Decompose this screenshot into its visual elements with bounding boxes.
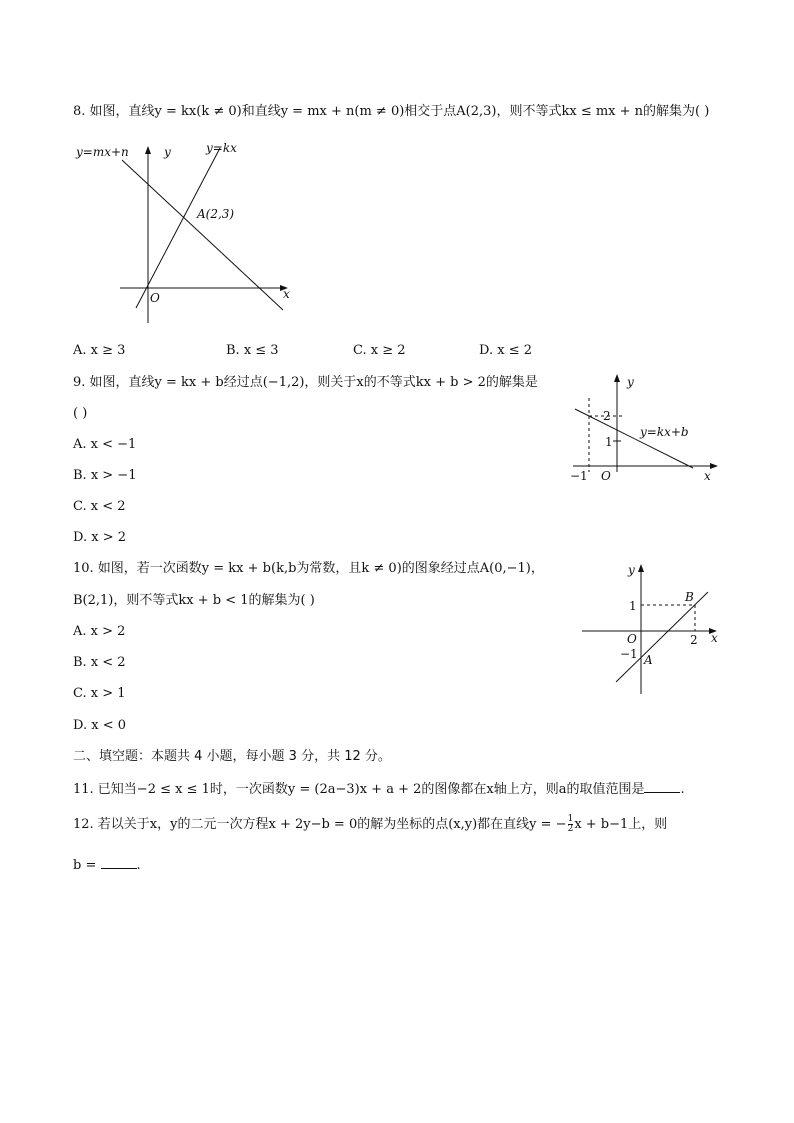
q9-option-b[interactable]: B. x > −1 xyxy=(73,468,137,483)
q8-label-kx: y=kx xyxy=(206,141,237,155)
q12-stem: 12. 若以关于x，y的二元一次方程x + 2y−b = 0的解为坐标的点(x,y)都在直线y = − xyxy=(73,817,567,832)
q10-tick-label-m1: −1 xyxy=(620,647,638,661)
q10-option-d[interactable]: D. x < 0 xyxy=(73,718,126,733)
q11-end: . xyxy=(680,782,685,797)
q9-tick-label-m1: −1 xyxy=(570,469,588,483)
q9-figure xyxy=(565,372,725,487)
q9-stem: 9. 如图，直线y = kx + b经过点(−1,2)，则关于x的不等式kx + b > 2的解集是 xyxy=(73,375,538,390)
q10-tick-label-2: 2 xyxy=(690,633,698,647)
q12-answer-blank[interactable] xyxy=(101,854,137,869)
q10-y-label: y xyxy=(628,563,635,577)
q12-b-eq: b = xyxy=(73,858,97,873)
q8-option-a[interactable]: A. x ≥ 3 xyxy=(73,343,126,358)
q8-stem: 8. 如图，直线y = kx(k ≠ 0)和直线y = mx + n(m ≠ 0)相交于点A(2,3)，则不等式kx ≤ mx + n的解集为( ) xyxy=(73,104,710,119)
q10-option-b[interactable]: B. x < 2 xyxy=(73,655,126,670)
q9-option-d[interactable]: D. x > 2 xyxy=(73,530,126,545)
q9-x-arrow xyxy=(710,463,718,469)
q8-option-b[interactable]: B. x ≤ 3 xyxy=(226,343,279,358)
section2-title: 二、填空题：本题共 4 小题，每小题 3 分，共 12 分。 xyxy=(73,749,391,764)
q9-y-arrow xyxy=(614,374,620,382)
q12-frac-num: 1 xyxy=(567,814,574,824)
q9-y-label: y xyxy=(627,375,634,389)
q10-option-c[interactable]: C. x > 1 xyxy=(73,686,126,701)
q11-line xyxy=(73,778,685,800)
q9-option-c[interactable]: C. x < 2 xyxy=(73,499,126,514)
q10-tick-label-1: 1 xyxy=(629,599,637,613)
q9-tick-label-2: 2 xyxy=(603,409,611,423)
q8-label-mxn: y=mx+n xyxy=(76,145,129,159)
q10-figure xyxy=(578,560,728,700)
q10-point-a: A xyxy=(644,653,653,667)
q8-y-arrow xyxy=(145,146,151,154)
q10-stem: 10. 如图，若一次函数y = kx + b(k,b为常数，且k ≠ 0)的图象经过点A(0,−1)， xyxy=(73,561,544,576)
q9-x-label: x xyxy=(704,469,711,483)
q8-option-c[interactable]: C. x ≥ 2 xyxy=(353,343,406,358)
q9-origin: O xyxy=(601,469,611,483)
q12-frac-den: 2 xyxy=(567,824,574,834)
q8-figure xyxy=(70,138,310,328)
q10-y-arrow xyxy=(638,564,644,572)
q10-x-label: x xyxy=(711,631,718,645)
q9-line-label: y=kx+b xyxy=(640,425,689,439)
q9-stem-paren: ( ) xyxy=(73,406,88,421)
q12-fraction xyxy=(568,815,574,834)
q11-answer-blank[interactable] xyxy=(644,778,680,793)
q12-stem-tail: x + b−1上，则 xyxy=(574,817,668,832)
q8-option-d[interactable]: D. x ≤ 2 xyxy=(479,343,532,358)
q10-option-a[interactable]: A. x > 2 xyxy=(73,624,126,639)
q10-stem-2: B(2,1)，则不等式kx + b < 1的解集为( ) xyxy=(73,593,315,608)
q8-point-a: A(2,3) xyxy=(197,207,235,221)
q8-x-label: x xyxy=(283,287,290,301)
q11-stem: 11. 已知当−2 ≤ x ≤ 1时，一次函数y = (2a−3)x + a + 2的图像都在x轴上方，则a的取值范围是 xyxy=(73,782,645,797)
q8-line-kx xyxy=(136,148,220,308)
q9-tick-label-1: 1 xyxy=(605,435,613,449)
q8-y-label: y xyxy=(164,145,171,159)
q12-end: . xyxy=(136,858,141,873)
q10-point-b: B xyxy=(685,590,694,604)
q10-origin: O xyxy=(627,632,637,646)
q8-origin: O xyxy=(150,291,160,305)
q12-line2 xyxy=(73,854,141,876)
q12-line xyxy=(73,815,667,835)
q9-option-a[interactable]: A. x < −1 xyxy=(73,437,137,452)
